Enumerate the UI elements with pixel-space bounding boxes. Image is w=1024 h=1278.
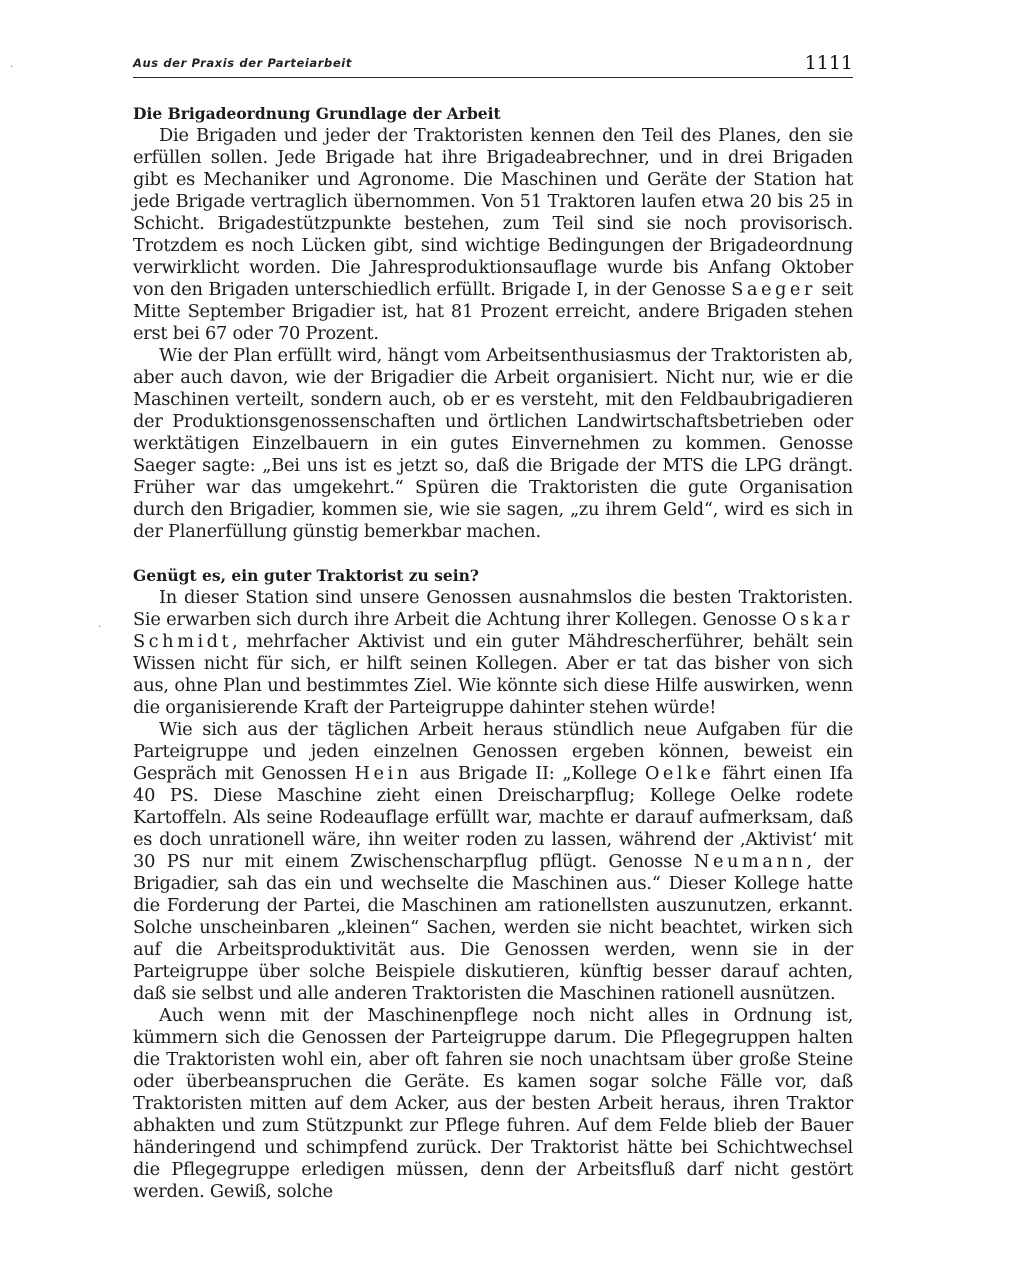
paragraph: In dieser Station sind unsere Genossen ausnahmslos die besten Traktoristen. Sie erwarben sich durch ihre Arbeit die Achtung ihrer Kollegen. Genosse Oskar Schmidt, mehrfacher Aktivist und ein guter Mähdrescherführer, behält sein Wissen nicht für sich, er hilft seinen Kollegen. Aber er tat das bisher von sich aus, ohne Plan und bestimmtes Ziel. Wie könnte sich diese Hilfe auswirken, wenn die organisierende Kraft der Parteigruppe dahinter stehen würde! <box>133 587 853 718</box>
margin-speck: · <box>10 62 14 73</box>
margin-speck: · <box>98 622 102 633</box>
header-rule <box>133 77 853 78</box>
page-number: 1111 <box>804 52 853 74</box>
running-head: Aus der Praxis der Parteiarbeit <box>133 56 352 70</box>
paragraph: Wie sich aus der täglichen Arbeit heraus stündlich neue Aufgaben für die Parteigruppe und jeden einzelnen Genossen ergeben können, beweist ein Gespräch mit Genossen Hein aus Brigade II: „Kollege Oelke fährt einen Ifa 40 PS. Diese Maschine zieht einen Dreischarpflug; Kollege Oelke rodete Kartoffeln. Als seine Rodeauflage erfüllt war, machte er darauf aufmerksam, daß es doch unrationell wäre, ihn weiter roden zu lassen, während der ‚Aktivist‘ mit 30 PS nur mit einem Zwischenscharpflug pflügt. Genosse Neumann, der Brigadier, sah das ein und wechselte die Maschinen aus.“ Dieser Kollege hatte die Forderung der Partei, die Maschinen am rationellsten auszunutzen, erkannt. Solche unscheinbaren „kleinen“ Sachen, werden sie nicht beachtet, wirken sich auf die Arbeitsproduktivität aus. Die Genossen werden, wenn sie in der Parteigruppe über solche Beispiele diskutieren, künftig besser darauf achten, daß sie selbst und alle anderen Traktoristen die Maschinen rationell ausnützen. <box>133 719 853 1004</box>
spaced-name: Saeger <box>731 279 816 300</box>
spaced-name: Oskar Schmidt <box>133 609 853 652</box>
spaced-name: Neumann <box>693 851 807 872</box>
spaced-name: Hein <box>354 763 412 784</box>
paragraph: Die Brigaden und jeder der Traktoristen kennen den Teil des Planes, den sie erfüllen sollen. Jede Brigade hat ihre Brigadeabrechner, und in drei Brigaden gibt es Mechaniker und Agronome. Die Maschinen und Geräte der Station hat jede Brigade vertraglich übernommen. Von 51 Traktoren laufen etwa 20 bis 25 in Schicht. Brigadestützpunkte bestehen, zum Teil sind sie noch provisorisch. Trotzdem es noch Lücken gibt, sind wichtige Bedingungen der Brigadeordnung verwirklicht worden. Die Jahresproduktionsauflage wurde bis Anfang Oktober von den Brigaden unterschiedlich erfüllt. Brigade I, in der Genosse Saeger seit Mitte September Brigadier ist, hat 81 Prozent erreicht, andere Brigaden stehen erst bei 67 oder 70 Prozent. <box>133 125 853 344</box>
section-heading: Die Brigadeordnung Grundlage der Arbeit <box>133 104 501 123</box>
spaced-name: Oelke <box>644 763 715 784</box>
paragraph: Auch wenn mit der Maschinenpflege noch nicht alles in Ordnung ist, kümmern sich die Genossen der Parteigruppe darum. Die Pflegegruppen halten die Traktoristen wohl ein, aber oft fahren sie noch unachtsam über große Steine oder überbeanspruchen die Geräte. Es kamen sogar solche Fälle vor, daß Traktoristen mitten auf dem Acker, aus der besten Arbeit heraus, ihren Traktor abhakten und zum Stützpunkt zur Pflege fuhren. Auf dem Felde blieb der Bauer händeringend und schimpfend zurück. Der Traktorist hätte bei Schichtwechsel die Pflegegruppe erledigen müssen, denn der Arbeitsfluß darf nicht gestört werden. Gewiß, solche <box>133 1005 853 1202</box>
paragraph: Wie der Plan erfüllt wird, hängt vom Arbeitsenthusiasmus der Traktoristen ab, aber auch davon, wie der Brigadier die Arbeit organisiert. Nicht nur, wie er die Maschinen verteilt, sondern auch, ob er es versteht, mit den Feldbaubrigadieren der Produktionsgenossenschaften und örtlichen Landwirtschaftsbetrieben oder werktätigen Einzelbauern in ein gutes Einvernehmen zu kommen. Genosse Saeger sagte: „Bei uns ist es jetzt so, daß die Brigade der MTS die LPG drängt. Früher war das umgekehrt.“ Spüren die Traktoristen die gute Organisation durch den Brigadier, kommen sie, wie sie sagen, „zu ihrem Geld“, wird es sich in der Planerfüllung günstig bemerkbar machen. <box>133 345 853 542</box>
article-body <box>133 103 853 1203</box>
section-heading: Genügt es, ein guter Traktorist zu sein? <box>133 566 480 585</box>
